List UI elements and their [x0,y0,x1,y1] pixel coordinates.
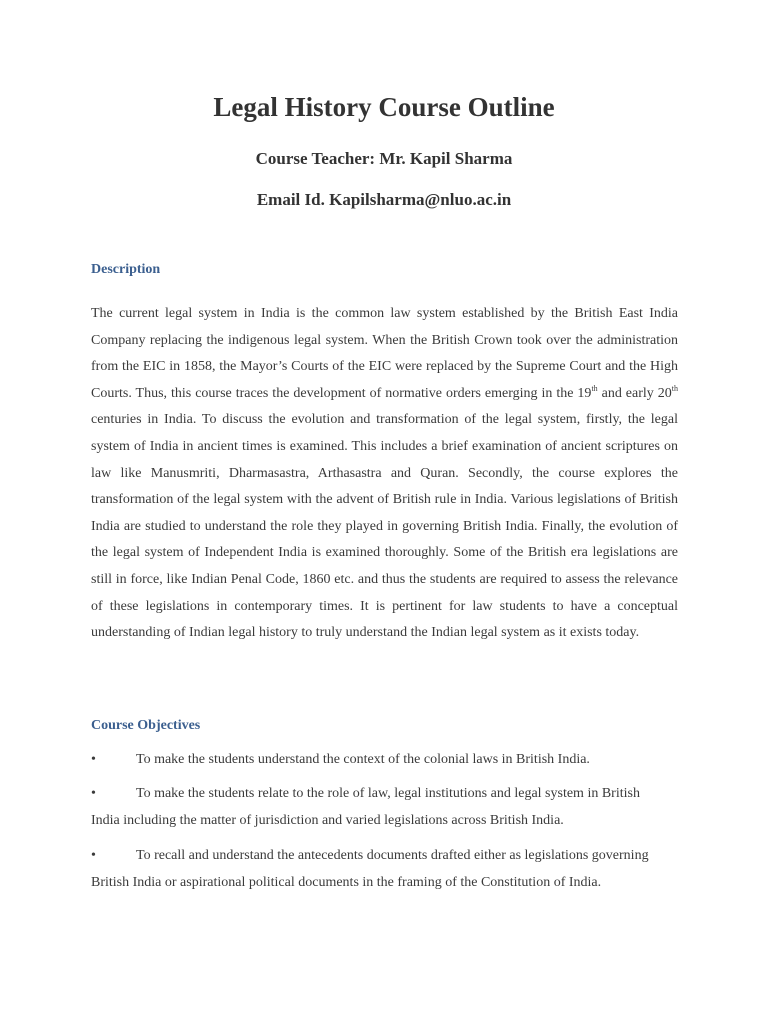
objective-item [91,780,661,834]
objective-text: To make the students understand the context of the colonial laws in British India. [136,752,590,767]
objective-text: To recall and understand the antecedents documents drafted either as legislations governing British India or aspirational political documents in the framing of the Constitution of India. [91,848,649,890]
document-title: Legal History Course Outline [213,92,555,122]
superscript-th-1: th [591,383,598,393]
bullet-icon: • [91,786,96,801]
objective-text: To make the students relate to the role of law, legal institutions and legal system in British India including the matter of jurisdiction and varied legislations across British India. [91,786,640,828]
description-paragraph [91,301,678,647]
bullet-icon: • [91,848,96,863]
description-text-2: and early 20 [597,385,672,401]
objective-item [91,842,661,896]
superscript-th-2: th [671,383,678,393]
objective-item [91,746,661,773]
document-page [91,0,678,1024]
objectives-heading: Course Objectives [91,718,201,733]
email-id: Email Id. Kapilsharma@nluo.ac.in [256,190,512,209]
bullet-icon: • [91,752,96,767]
description-text-1: The current legal system in India is the common law system established by the British East India Company replacing the indigenous legal system. When the British Crown took over the administration from the EIC in 1858, the Mayor’s Courts of the EIC were replaced by the Supreme Court and the High Courts. Thus, this course traces the development of normative orders emerging in the 19 [91,306,678,401]
description-heading: Description [91,262,161,277]
course-teacher: Course Teacher: Mr. Kapil Sharma [255,149,513,168]
description-text-3: centuries in India. To discuss the evolution and transformation of the legal system, firstly, the legal system of India in ancient times is examined. This includes a brief examination of ancient scriptures on law like Manusmriti, Dharmasastra, Arthasastra and Quran. Secondly, the course explores the transformation of the legal system with the advent of British rule in India. Various legislations of British India are studied to understand the role they played in governing British India. Finally, the evolution of the legal system of Independent India is examined thoroughly. Some of the British era legislations are still in force, like Indian Penal Code, 1860 etc. and thus the students are required to assess the relevance of these legislations in contemporary times. It is pertinent for law students to have a conceptual understanding of Indian legal history to truly understand the Indian legal system as it exists today. [91,412,678,641]
